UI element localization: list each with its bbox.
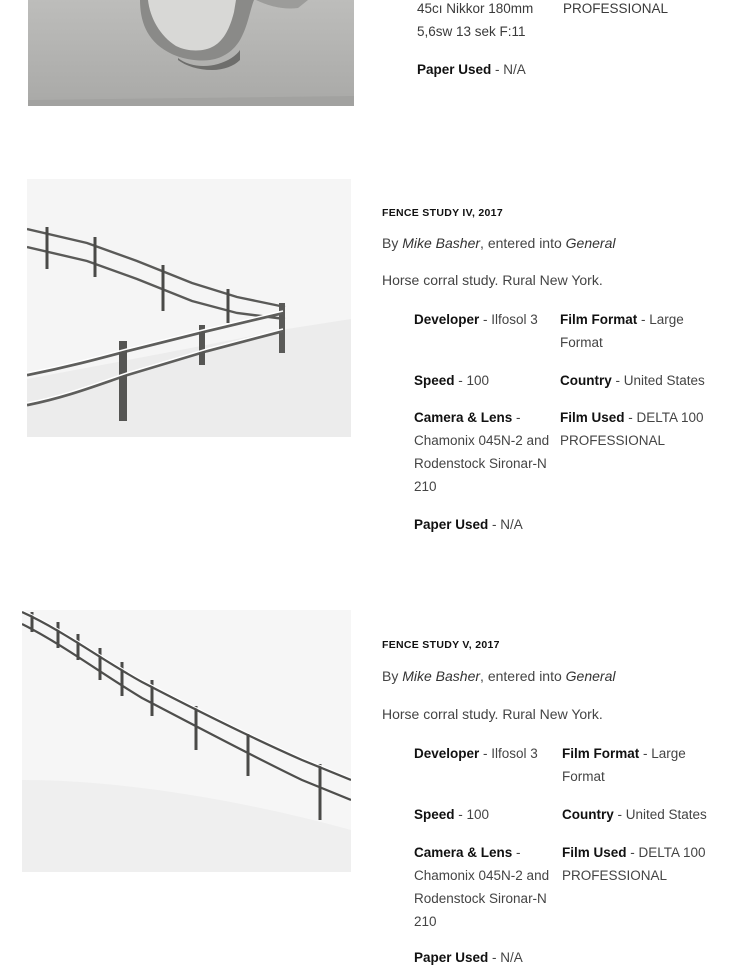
camera-lens-field: Camera & Lens - Chamonix 045N-2 and Rodenstock Sironar-N 210	[414, 410, 550, 494]
speed-value: 100	[466, 807, 490, 822]
country-label: Country	[560, 373, 612, 388]
entry0-paper-used: Paper Used - N/A	[417, 62, 526, 77]
paper-used-label: Paper Used	[414, 950, 489, 965]
entry-description: Horse corral study. Rural New York.	[382, 706, 603, 722]
paper-used-value: N/A	[500, 950, 523, 965]
film-format-label: Film Format	[560, 312, 638, 327]
speed-label: Speed	[414, 807, 455, 822]
film-format-label: Film Format	[562, 746, 640, 761]
entry-description: Horse corral study. Rural New York.	[382, 272, 603, 288]
fence-diagonal-image	[22, 610, 351, 872]
author-link[interactable]: Mike Basher	[402, 235, 481, 251]
camera-lens-field: Camera & Lens - Chamonix 045N-2 and Rodenstock Sironar-N 210	[414, 845, 550, 929]
developer-value: Ilfosol 3	[491, 312, 538, 327]
entered-into-text: , entered into	[480, 668, 562, 684]
country-label: Country	[562, 807, 614, 822]
fence-corner-image	[27, 179, 351, 437]
entry0-film-used-value	[563, 0, 668, 20]
speed-field: Speed - 100	[414, 373, 490, 388]
film-format-value: Large Format	[560, 312, 684, 350]
developer-field: Developer - Ilfosol 3	[414, 746, 538, 761]
entry0-camera-lens-value	[417, 0, 567, 43]
speed-field: Speed - 100	[414, 807, 490, 822]
speed-value: 100	[466, 373, 490, 388]
entry-byline	[382, 235, 615, 251]
entry0-paper-value: N/A	[503, 62, 526, 77]
film-format-value: Large Format	[562, 746, 686, 784]
film-used-label: Film Used	[560, 410, 625, 425]
category-link[interactable]: General	[565, 668, 616, 684]
entry-title[interactable]: FENCE STUDY IV, 2017	[382, 207, 503, 219]
entry-byline	[382, 668, 615, 684]
developer-label: Developer	[414, 746, 480, 761]
film-used-field: Film Used - DELTA 100 PROFESSIONAL	[562, 845, 706, 883]
film-used-value: DELTA 100 PROFESSIONAL	[562, 845, 706, 883]
country-value: United States	[623, 373, 705, 388]
byline-prefix: By	[382, 235, 399, 251]
paper-used-label: Paper Used	[414, 517, 489, 532]
entry0-paper-label: Paper Used	[417, 62, 492, 77]
paper-used-field: Paper Used - N/A	[414, 950, 523, 965]
entry0-camera-line1: 45cı Nikkor 180mm	[417, 1, 534, 16]
camera-lens-value: Chamonix 045N-2 and Rodenstock Sironar-N 210	[414, 868, 550, 929]
entry-photo-fence-study-v[interactable]	[22, 610, 351, 872]
film-format-field: Film Format - Large Format	[562, 746, 686, 784]
author-link[interactable]: Mike Basher	[402, 668, 481, 684]
paper-used-field: Paper Used - N/A	[414, 517, 523, 532]
country-field: Country - United States	[560, 373, 705, 388]
film-used-label: Film Used	[562, 845, 627, 860]
entered-into-text: , entered into	[480, 235, 562, 251]
camera-lens-label: Camera & Lens	[414, 410, 513, 425]
camera-lens-value: Chamonix 045N-2 and Rodenstock Sironar-N 210	[414, 433, 550, 494]
entry0-camera-line2: 5,6sw 13 sek F:11	[417, 24, 526, 39]
developer-label: Developer	[414, 312, 480, 327]
film-format-field: Film Format - Large Format	[560, 312, 684, 350]
country-field: Country - United States	[562, 807, 707, 822]
country-value: United States	[625, 807, 707, 822]
paper-used-value: N/A	[500, 517, 523, 532]
entry0-film-value-tail: PROFESSIONAL	[563, 1, 669, 16]
log-in-snow-image	[28, 0, 354, 106]
developer-value: Ilfosol 3	[491, 746, 538, 761]
entry-photo-fence-study-iv[interactable]	[27, 179, 351, 437]
developer-field: Developer - Ilfosol 3	[414, 312, 538, 327]
entry-photo-log[interactable]	[28, 0, 354, 106]
byline-prefix: By	[382, 668, 399, 684]
camera-lens-label: Camera & Lens	[414, 845, 513, 860]
entry-title[interactable]: FENCE STUDY V, 2017	[382, 639, 500, 651]
speed-label: Speed	[414, 373, 455, 388]
film-used-value: DELTA 100 PROFESSIONAL	[560, 410, 704, 448]
category-link[interactable]: General	[565, 235, 616, 251]
film-used-field: Film Used - DELTA 100 PROFESSIONAL	[560, 410, 704, 448]
